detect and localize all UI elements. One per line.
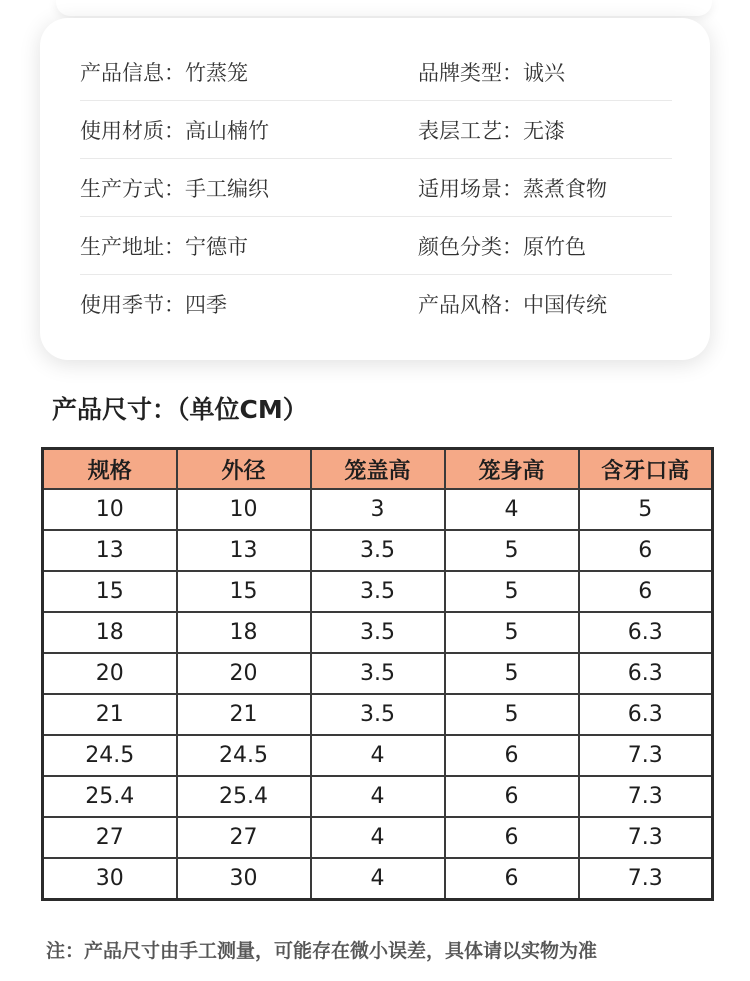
- column-header: 笼身高: [445, 449, 579, 490]
- measurement-footnote: 注：产品尺寸由手工测量，可能存在微小误差，具体请以实物为准: [46, 940, 598, 962]
- table-cell: 3.5: [311, 653, 445, 694]
- info-item: [80, 57, 418, 87]
- table-row: [43, 653, 713, 694]
- table-cell: 7.3: [579, 776, 713, 817]
- table-cell: 27: [43, 817, 177, 858]
- table-cell: 6.3: [579, 612, 713, 653]
- table-cell: 13: [177, 530, 311, 571]
- table-cell: 6: [579, 571, 713, 612]
- info-value: 诚兴: [523, 60, 565, 85]
- table-row: [43, 858, 713, 900]
- info-value: 原竹色: [523, 234, 586, 259]
- info-value: 无漆: [523, 118, 565, 143]
- table-cell: 5: [445, 653, 579, 694]
- table-cell: 3.5: [311, 571, 445, 612]
- table-cell: 27: [177, 817, 311, 858]
- table-cell: 30: [177, 858, 311, 900]
- table-cell: 4: [445, 489, 579, 530]
- table-cell: 3: [311, 489, 445, 530]
- table-cell: 3.5: [311, 694, 445, 735]
- info-label: 品牌类型：: [418, 60, 523, 85]
- table-row: [43, 776, 713, 817]
- table-cell: 4: [311, 735, 445, 776]
- table-cell: 21: [43, 694, 177, 735]
- table-row: [43, 612, 713, 653]
- column-header: 含牙口高: [579, 449, 713, 490]
- table-cell: 4: [311, 817, 445, 858]
- table-cell: 6: [445, 817, 579, 858]
- table-cell: 25.4: [43, 776, 177, 817]
- table-cell: 5: [445, 612, 579, 653]
- previous-card-edge: [56, 0, 712, 16]
- column-header: 外径: [177, 449, 311, 490]
- info-value: 高山楠竹: [185, 118, 269, 143]
- table-cell: 5: [445, 530, 579, 571]
- info-item: [418, 115, 672, 145]
- table-cell: 30: [43, 858, 177, 900]
- table-cell: 4: [311, 858, 445, 900]
- info-row: [80, 43, 672, 101]
- table-cell: 6: [579, 530, 713, 571]
- size-table: [41, 447, 714, 901]
- info-label: 颜色分类：: [418, 234, 523, 259]
- info-row: [80, 275, 672, 332]
- table-cell: 6.3: [579, 694, 713, 735]
- info-item: [80, 289, 418, 319]
- info-item: [418, 289, 672, 319]
- info-value: 中国传统: [523, 292, 607, 317]
- table-cell: 25.4: [177, 776, 311, 817]
- info-value: 手工编织: [185, 176, 269, 201]
- info-label: 产品风格：: [418, 292, 523, 317]
- info-label: 生产地址：: [80, 234, 185, 259]
- table-cell: 5: [445, 571, 579, 612]
- info-value: 宁德市: [185, 234, 248, 259]
- table-row: [43, 530, 713, 571]
- info-item: [418, 57, 672, 87]
- info-item: [80, 115, 418, 145]
- info-value: 竹蒸笼: [185, 60, 248, 85]
- info-value: 蒸煮食物: [523, 176, 607, 201]
- table-cell: 3.5: [311, 530, 445, 571]
- info-item: [418, 173, 672, 203]
- table-cell: 7.3: [579, 858, 713, 900]
- table-cell: 7.3: [579, 735, 713, 776]
- table-cell: 7.3: [579, 817, 713, 858]
- info-row: [80, 217, 672, 275]
- table-cell: 24.5: [43, 735, 177, 776]
- info-item: [418, 231, 672, 261]
- table-cell: 10: [43, 489, 177, 530]
- table-cell: 15: [177, 571, 311, 612]
- table-cell: 24.5: [177, 735, 311, 776]
- table-cell: 18: [177, 612, 311, 653]
- table-cell: 20: [43, 653, 177, 694]
- info-value: 四季: [185, 292, 227, 317]
- info-label: 产品信息：: [80, 60, 185, 85]
- column-header: 规格: [43, 449, 177, 490]
- table-cell: 6: [445, 858, 579, 900]
- table-row: [43, 735, 713, 776]
- table-cell: 21: [177, 694, 311, 735]
- table-cell: 18: [43, 612, 177, 653]
- table-cell: 6.3: [579, 653, 713, 694]
- info-label: 表层工艺：: [418, 118, 523, 143]
- table-row: [43, 817, 713, 858]
- column-header: 笼盖高: [311, 449, 445, 490]
- table-cell: 5: [579, 489, 713, 530]
- table-cell: 20: [177, 653, 311, 694]
- info-item: [80, 231, 418, 261]
- info-row: [80, 159, 672, 217]
- info-row: [80, 101, 672, 159]
- table-cell: 10: [177, 489, 311, 530]
- table-row: [43, 489, 713, 530]
- table-cell: 15: [43, 571, 177, 612]
- table-row: [43, 571, 713, 612]
- info-label: 生产方式：: [80, 176, 185, 201]
- table-cell: 5: [445, 694, 579, 735]
- info-label: 使用季节：: [80, 292, 185, 317]
- size-section-title: 产品尺寸：（单位CM）: [52, 395, 308, 424]
- table-header-row: [43, 449, 713, 490]
- product-info-card: [40, 18, 710, 360]
- table-cell: 4: [311, 776, 445, 817]
- info-item: [80, 173, 418, 203]
- table-row: [43, 694, 713, 735]
- table-cell: 6: [445, 735, 579, 776]
- table-cell: 13: [43, 530, 177, 571]
- table-cell: 6: [445, 776, 579, 817]
- info-label: 适用场景：: [418, 176, 523, 201]
- table-cell: 3.5: [311, 612, 445, 653]
- info-label: 使用材质：: [80, 118, 185, 143]
